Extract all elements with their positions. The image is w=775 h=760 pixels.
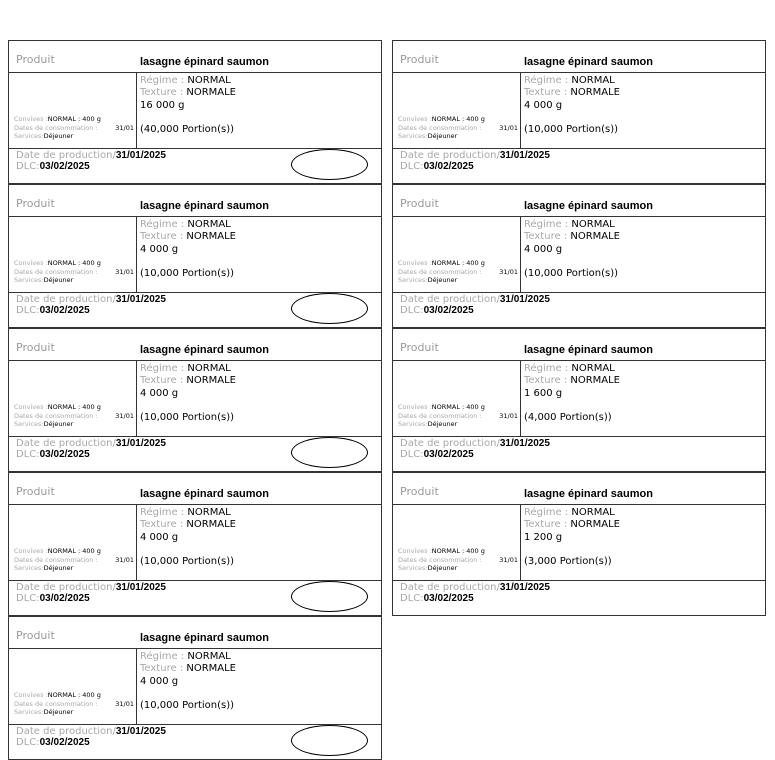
portion-count: (10,000 Portion(s)) <box>524 268 619 279</box>
convives-block <box>14 547 138 573</box>
production-date-label: Date de production/ <box>16 582 116 593</box>
texture-value: NORMALE <box>186 663 237 674</box>
texture-value: NORMALE <box>570 519 621 530</box>
convives-block <box>398 115 522 141</box>
services-value: Déjeuner <box>43 564 74 572</box>
production-date: 31/01/2025 <box>115 582 166 593</box>
regime-label: Régime : <box>140 219 188 230</box>
services-label: Services: <box>14 420 44 428</box>
dates-label: Dates de consommation : <box>398 555 482 564</box>
dlc-date: 03/02/2025 <box>39 305 90 316</box>
texture-value: NORMALE <box>570 231 621 242</box>
convives-value: NORMAL : 400 g <box>47 115 101 123</box>
convives-value: NORMAL : 400 g <box>431 259 485 267</box>
convives-label: Convives : <box>14 259 48 267</box>
label-header <box>9 473 381 505</box>
texture-label: Texture : <box>140 375 187 386</box>
regime-label: Régime : <box>524 75 572 86</box>
dates-label: Dates de consommation : <box>398 411 482 420</box>
services-label: Services: <box>14 708 44 716</box>
product-name: lasagne épinard saumon <box>524 200 653 212</box>
produit-label: Produit <box>16 53 55 66</box>
portion-count: (3,000 Portion(s)) <box>524 556 612 567</box>
services-value: Déjeuner <box>427 564 458 572</box>
production-date-label: Date de production/ <box>400 582 500 593</box>
produit-label: Produit <box>400 53 439 66</box>
convives-label: Convives : <box>14 691 48 699</box>
portion-count: (10,000 Portion(s)) <box>140 556 235 567</box>
texture-label: Texture : <box>140 87 187 98</box>
regime-value: NORMAL <box>187 219 231 230</box>
product-label <box>8 616 382 760</box>
services-value: Déjeuner <box>427 420 458 428</box>
convives-label: Convives : <box>14 547 48 555</box>
convives-block <box>14 403 138 429</box>
production-date: 31/01/2025 <box>115 150 166 161</box>
services-value: Déjeuner <box>43 708 74 716</box>
production-date-label: Date de production/ <box>400 438 500 449</box>
label-details <box>9 649 381 725</box>
label-header <box>9 41 381 73</box>
convives-label: Convives : <box>14 403 48 411</box>
dlc-label: DLC: <box>16 161 40 172</box>
dates-label: Dates de consommation : <box>14 555 98 564</box>
signature-oval <box>291 149 368 180</box>
services-value: Déjeuner <box>43 132 74 140</box>
product-label <box>392 328 766 472</box>
product-label <box>8 184 382 328</box>
dates-value: 31/01 <box>115 699 134 708</box>
produit-label: Produit <box>400 341 439 354</box>
dates-label: Dates de consommation : <box>14 267 98 276</box>
regime-value: NORMAL <box>571 75 615 86</box>
dlc-label: DLC: <box>400 593 424 604</box>
dlc-label: DLC: <box>400 305 424 316</box>
regime-value: NORMAL <box>187 507 231 518</box>
convives-label: Convives : <box>398 115 432 123</box>
regime-label: Régime : <box>140 363 188 374</box>
signature-oval <box>291 293 368 324</box>
product-name: lasagne épinard saumon <box>140 200 269 212</box>
quantity: 16 000 g <box>140 100 185 111</box>
dates-value: 31/01 <box>499 411 518 420</box>
services-label: Services: <box>398 132 428 140</box>
production-date-label: Date de production/ <box>16 726 116 737</box>
product-name: lasagne épinard saumon <box>140 488 269 500</box>
quantity: 4 000 g <box>140 388 179 399</box>
quantity: 1 200 g <box>524 532 563 543</box>
convives-block <box>398 259 522 285</box>
production-date-label: Date de production/ <box>400 150 500 161</box>
dates-label: Dates de consommation : <box>14 411 98 420</box>
specs-block <box>524 507 620 544</box>
quantity: 4 000 g <box>140 532 179 543</box>
services-label: Services: <box>14 564 44 572</box>
dates-value: 31/01 <box>115 555 134 564</box>
convives-block <box>14 115 138 141</box>
dates-label: Dates de consommation : <box>398 123 482 132</box>
dates-value: 31/01 <box>115 123 134 132</box>
regime-value: NORMAL <box>571 363 615 374</box>
dlc-label: DLC: <box>400 161 424 172</box>
convives-value: NORMAL : 400 g <box>47 259 101 267</box>
quantity: 4 000 g <box>140 244 179 255</box>
specs-block <box>140 75 236 112</box>
production-date-label: Date de production/ <box>400 294 500 305</box>
specs-block <box>524 363 620 400</box>
services-value: Déjeuner <box>43 276 74 284</box>
portion-count: (10,000 Portion(s)) <box>140 412 235 423</box>
label-details <box>9 505 381 581</box>
produit-label: Produit <box>400 197 439 210</box>
produit-label: Produit <box>16 341 55 354</box>
dates-value: 31/01 <box>115 411 134 420</box>
specs-block <box>140 219 236 256</box>
production-date: 31/01/2025 <box>115 726 166 737</box>
portion-count: (10,000 Portion(s)) <box>140 268 235 279</box>
label-header <box>9 185 381 217</box>
convives-value: NORMAL : 400 g <box>431 115 485 123</box>
portion-count: (4,000 Portion(s)) <box>524 412 612 423</box>
dlc-date: 03/02/2025 <box>39 737 90 748</box>
production-date-label: Date de production/ <box>16 294 116 305</box>
convives-value: NORMAL : 400 g <box>431 547 485 555</box>
dates-footer <box>400 294 550 316</box>
label-details <box>393 505 765 581</box>
dates-footer <box>16 726 166 748</box>
regime-label: Régime : <box>140 651 188 662</box>
regime-label: Régime : <box>140 75 188 86</box>
regime-value: NORMAL <box>187 363 231 374</box>
quantity: 4 000 g <box>524 244 563 255</box>
label-details <box>9 73 381 149</box>
signature-oval <box>291 581 368 612</box>
regime-value: NORMAL <box>187 651 231 662</box>
convives-value: NORMAL : 400 g <box>47 691 101 699</box>
product-label <box>8 328 382 472</box>
specs-block <box>140 363 236 400</box>
services-label: Services: <box>398 420 428 428</box>
production-date: 31/01/2025 <box>499 294 550 305</box>
services-value: Déjeuner <box>43 420 74 428</box>
dlc-date: 03/02/2025 <box>39 161 90 172</box>
label-header <box>393 329 765 361</box>
produit-label: Produit <box>16 629 55 642</box>
convives-block <box>14 259 138 285</box>
regime-value: NORMAL <box>571 507 615 518</box>
product-label <box>8 472 382 616</box>
dlc-label: DLC: <box>16 593 40 604</box>
services-label: Services: <box>398 564 428 572</box>
dates-label: Dates de consommation : <box>14 699 98 708</box>
product-label <box>392 40 766 184</box>
dlc-date: 03/02/2025 <box>423 449 474 460</box>
convives-value: NORMAL : 400 g <box>47 547 101 555</box>
texture-label: Texture : <box>140 663 187 674</box>
label-details <box>9 361 381 437</box>
signature-oval <box>291 437 368 468</box>
portion-count: (10,000 Portion(s)) <box>140 700 235 711</box>
dates-footer <box>16 438 166 460</box>
dates-value: 31/01 <box>499 267 518 276</box>
product-label <box>392 472 766 616</box>
product-name: lasagne épinard saumon <box>524 344 653 356</box>
product-name: lasagne épinard saumon <box>140 344 269 356</box>
produit-label: Produit <box>400 485 439 498</box>
services-value: Déjeuner <box>427 276 458 284</box>
produit-label: Produit <box>16 485 55 498</box>
texture-label: Texture : <box>524 375 571 386</box>
dates-value: 31/01 <box>115 267 134 276</box>
product-label <box>392 184 766 328</box>
dlc-label: DLC: <box>16 305 40 316</box>
label-details <box>393 217 765 293</box>
services-value: Déjeuner <box>427 132 458 140</box>
label-header <box>393 185 765 217</box>
specs-block <box>140 651 236 688</box>
regime-value: NORMAL <box>187 75 231 86</box>
portion-count: (10,000 Portion(s)) <box>524 124 619 135</box>
regime-value: NORMAL <box>571 219 615 230</box>
services-label: Services: <box>14 276 44 284</box>
convives-label: Convives : <box>398 547 432 555</box>
specs-block <box>524 219 620 256</box>
texture-value: NORMALE <box>186 231 237 242</box>
texture-value: NORMALE <box>186 87 237 98</box>
quantity: 4 000 g <box>140 676 179 687</box>
label-header <box>393 473 765 505</box>
texture-value: NORMALE <box>186 519 237 530</box>
dlc-label: DLC: <box>16 737 40 748</box>
dates-footer <box>400 582 550 604</box>
dates-footer <box>16 294 166 316</box>
product-name: lasagne épinard saumon <box>524 56 653 68</box>
dates-value: 31/01 <box>499 123 518 132</box>
convives-block <box>398 547 522 573</box>
product-name: lasagne épinard saumon <box>140 56 269 68</box>
quantity: 4 000 g <box>524 100 563 111</box>
production-date: 31/01/2025 <box>499 438 550 449</box>
texture-label: Texture : <box>140 519 187 530</box>
label-details <box>393 73 765 149</box>
production-date-label: Date de production/ <box>16 438 116 449</box>
convives-block <box>398 403 522 429</box>
regime-label: Régime : <box>524 219 572 230</box>
dates-footer <box>16 150 166 172</box>
dates-footer <box>400 150 550 172</box>
product-name: lasagne épinard saumon <box>140 632 269 644</box>
label-header <box>9 617 381 649</box>
dates-value: 31/01 <box>499 555 518 564</box>
production-date-label: Date de production/ <box>16 150 116 161</box>
label-details <box>9 217 381 293</box>
dates-label: Dates de consommation : <box>398 267 482 276</box>
label-details <box>393 361 765 437</box>
regime-label: Régime : <box>524 507 572 518</box>
production-date: 31/01/2025 <box>499 150 550 161</box>
dates-footer <box>16 582 166 604</box>
dlc-date: 03/02/2025 <box>39 449 90 460</box>
texture-value: NORMALE <box>570 87 621 98</box>
dlc-label: DLC: <box>16 449 40 460</box>
dlc-label: DLC: <box>400 449 424 460</box>
convives-label: Convives : <box>398 259 432 267</box>
produit-label: Produit <box>16 197 55 210</box>
dlc-date: 03/02/2025 <box>423 161 474 172</box>
quantity: 1 600 g <box>524 388 563 399</box>
convives-label: Convives : <box>14 115 48 123</box>
dlc-date: 03/02/2025 <box>423 305 474 316</box>
dates-label: Dates de consommation : <box>14 123 98 132</box>
texture-label: Texture : <box>524 231 571 242</box>
label-header <box>393 41 765 73</box>
regime-label: Régime : <box>524 363 572 374</box>
services-label: Services: <box>14 132 44 140</box>
convives-block <box>14 691 138 717</box>
dates-footer <box>400 438 550 460</box>
label-header <box>9 329 381 361</box>
convives-value: NORMAL : 400 g <box>431 403 485 411</box>
dlc-date: 03/02/2025 <box>423 593 474 604</box>
convives-value: NORMAL : 400 g <box>47 403 101 411</box>
product-label <box>8 40 382 184</box>
convives-label: Convives : <box>398 403 432 411</box>
texture-value: NORMALE <box>186 375 237 386</box>
regime-label: Régime : <box>140 507 188 518</box>
portion-count: (40,000 Portion(s)) <box>140 124 235 135</box>
production-date: 31/01/2025 <box>115 294 166 305</box>
dlc-date: 03/02/2025 <box>39 593 90 604</box>
product-name: lasagne épinard saumon <box>524 488 653 500</box>
production-date: 31/01/2025 <box>499 582 550 593</box>
texture-label: Texture : <box>140 231 187 242</box>
specs-block <box>524 75 620 112</box>
services-label: Services: <box>398 276 428 284</box>
texture-label: Texture : <box>524 87 571 98</box>
texture-label: Texture : <box>524 519 571 530</box>
production-date: 31/01/2025 <box>115 438 166 449</box>
specs-block <box>140 507 236 544</box>
texture-value: NORMALE <box>570 375 621 386</box>
